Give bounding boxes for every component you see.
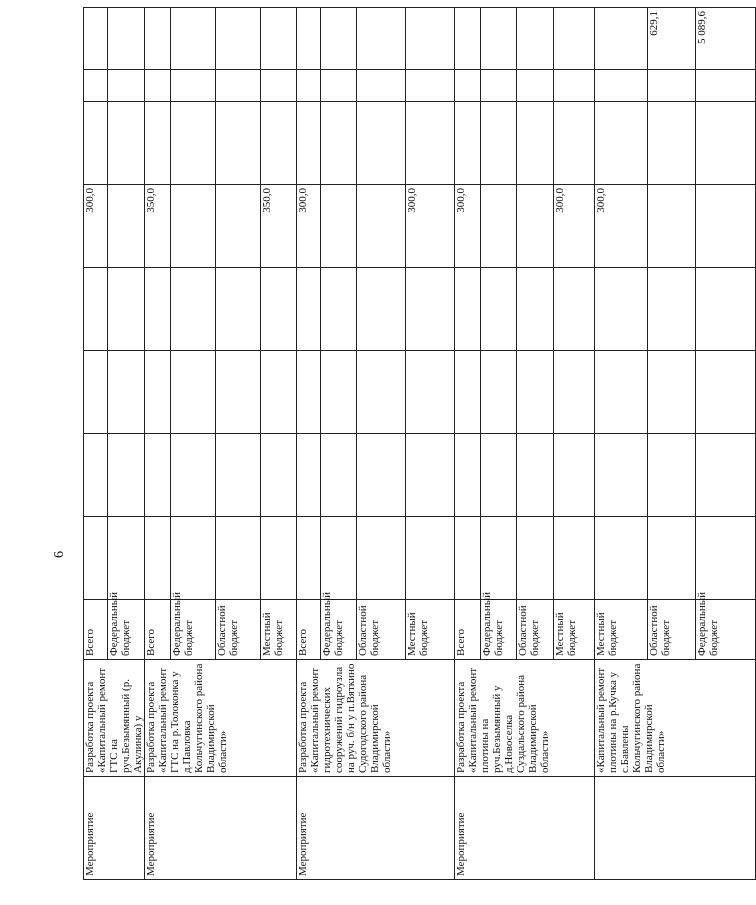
value-cell: 300,0 [84,185,108,268]
value-cell [145,434,171,517]
value-cell [517,70,554,102]
value-cell [84,102,108,185]
value-cell [554,517,595,600]
value-cell [357,517,406,600]
value-cell [261,351,297,434]
value-cell [171,70,216,102]
value-cell: 5 089,6 [696,8,756,70]
value-cell [481,185,517,268]
funding-source-cell: Всего [84,600,108,660]
value-cell [406,517,455,600]
value-cell [648,434,696,517]
value-cell [595,70,648,102]
value-cell [481,434,517,517]
value-cell [696,268,756,351]
value-cell [554,434,595,517]
table-row [297,8,321,880]
value-cell [696,185,756,268]
value-cell [107,70,144,102]
value-cell [406,434,455,517]
value-cell [171,8,216,70]
value-cell [517,268,554,351]
value-cell [84,434,108,517]
value-cell [481,102,517,185]
value-cell [321,70,357,102]
value-cell [357,268,406,351]
value-cell [145,102,171,185]
value-cell [648,517,696,600]
value-cell [216,434,261,517]
funding-source-cell: Местный бюджет [595,600,648,660]
value-cell [84,517,108,600]
value-cell [357,185,406,268]
value-cell [554,351,595,434]
value-cell [554,8,595,70]
value-cell: 300,0 [406,185,455,268]
value-cell [648,102,696,185]
value-cell [84,351,108,434]
value-cell [481,268,517,351]
value-cell [455,517,481,600]
value-cell [696,434,756,517]
value-cell: 350,0 [145,185,171,268]
value-cell [648,70,696,102]
funding-source-cell: Федеральный бюджет [171,600,216,660]
value-cell [321,102,357,185]
value-cell [107,434,144,517]
value-cell [481,517,517,600]
value-cell [455,102,481,185]
table-row [84,8,108,880]
value-cell [171,434,216,517]
funding-source-cell: Федеральный бюджет [107,600,144,660]
value-cell [107,102,144,185]
funding-source-cell: Всего [455,600,481,660]
value-cell [216,102,261,185]
value-cell [648,351,696,434]
value-cell [261,268,297,351]
table-row [145,8,171,880]
value-cell [406,351,455,434]
value-cell [261,70,297,102]
value-cell [297,434,321,517]
value-cell [696,102,756,185]
value-cell [481,8,517,70]
funding-source-cell: Федеральный бюджет [481,600,517,660]
value-cell [481,70,517,102]
value-cell [595,268,648,351]
activity-name-cell: Разработка проекта «Капитальный ремонт плотины на руч.Безымянный у д.Новоселка Суздальского района Владимирской области» [455,660,595,777]
funding-source-cell: Местный бюджет [554,600,595,660]
value-cell [517,8,554,70]
value-cell [145,70,171,102]
activity-name-cell: Разработка проекта «Капитальный ремонт ГТС на руч.Безымянный (р. Акулинка) у [84,660,145,777]
value-cell [171,517,216,600]
value-cell [216,8,261,70]
value-cell [297,8,321,70]
row-type-cell: Мероприятие [455,777,595,880]
value-cell [455,351,481,434]
value-cell [321,185,357,268]
value-cell: 300,0 [297,185,321,268]
funding-source-cell: Областной бюджет [648,600,696,660]
value-cell [216,351,261,434]
value-cell [554,70,595,102]
value-cell [321,268,357,351]
value-cell [648,185,696,268]
value-cell [107,351,144,434]
funding-source-cell: Областной бюджет [216,600,261,660]
value-cell [595,517,648,600]
value-cell [406,70,455,102]
page-number: 6 [52,551,67,558]
value-cell [554,102,595,185]
value-cell [297,268,321,351]
value-cell [261,8,297,70]
value-cell [84,8,108,70]
value-cell [261,434,297,517]
value-cell [297,517,321,600]
value-cell [107,185,144,268]
value-cell [357,102,406,185]
value-cell [455,70,481,102]
value-cell [297,70,321,102]
value-cell [84,268,108,351]
value-cell [357,70,406,102]
value-cell [696,351,756,434]
value-cell [455,434,481,517]
value-cell [554,268,595,351]
row-type-cell [595,777,756,880]
value-cell [297,102,321,185]
value-cell [321,8,357,70]
value-cell [595,8,648,70]
value-cell [171,268,216,351]
value-cell [261,517,297,600]
activity-name-cell: Разработка проекта «Капитальный ремонт ГТС на р.Толоконка у д.Павловка Кольчугинского района Владимирской области» [145,660,297,777]
value-cell [171,351,216,434]
value-cell [696,517,756,600]
value-cell: 300,0 [455,185,481,268]
value-cell [517,185,554,268]
value-cell [357,351,406,434]
funding-source-cell: Федеральный бюджет [696,600,756,660]
value-cell [595,102,648,185]
funding-source-cell: Областной бюджет [517,600,554,660]
value-cell [357,434,406,517]
funding-source-cell: Всего [145,600,171,660]
value-cell [517,351,554,434]
value-cell [84,70,108,102]
value-cell [216,185,261,268]
value-cell [406,8,455,70]
value-cell [145,268,171,351]
value-cell [595,434,648,517]
value-cell [216,517,261,600]
value-cell [171,185,216,268]
value-cell [406,102,455,185]
value-cell [145,8,171,70]
value-cell [145,351,171,434]
value-cell [261,102,297,185]
value-cell: 629,1 [648,8,696,70]
value-cell [648,268,696,351]
value-cell [595,351,648,434]
value-cell: 300,0 [595,185,648,268]
table-row [455,8,481,880]
value-cell [406,268,455,351]
funding-source-cell: Всего [297,600,321,660]
value-cell [171,102,216,185]
value-cell [696,70,756,102]
value-cell [357,8,406,70]
table-row [595,8,648,880]
budget-table [83,7,756,880]
value-cell [517,102,554,185]
funding-source-cell: Местный бюджет [261,600,297,660]
activity-name-cell: «Капитальный ремонт плотины на р.Кучка у с.Бавлены Кольчугинского района Владимирской области» [595,660,756,777]
value-cell [145,517,171,600]
value-cell: 350,0 [261,185,297,268]
value-cell [321,434,357,517]
value-cell [216,268,261,351]
funding-source-cell: Областной бюджет [357,600,406,660]
funding-source-cell: Местный бюджет [406,600,455,660]
value-cell [481,351,517,434]
value-cell [297,351,321,434]
value-cell: 300,0 [554,185,595,268]
value-cell [321,351,357,434]
value-cell [216,70,261,102]
value-cell [321,517,357,600]
value-cell [455,8,481,70]
row-type-cell: Мероприятие [84,777,145,880]
row-type-cell: Мероприятие [297,777,455,880]
value-cell [517,517,554,600]
rotated-table-wrapper [83,11,720,880]
value-cell [107,8,144,70]
row-type-cell: Мероприятие [145,777,297,880]
activity-name-cell: Разработка проекта «Капитальный ремонт гидротехнических сооружений гидроузла на руч. б/н у п.Вяткино Судогодского района Владимирской области» [297,660,455,777]
funding-source-cell: Федеральный бюджет [321,600,357,660]
value-cell [107,268,144,351]
value-cell [107,517,144,600]
value-cell [455,268,481,351]
value-cell [517,434,554,517]
